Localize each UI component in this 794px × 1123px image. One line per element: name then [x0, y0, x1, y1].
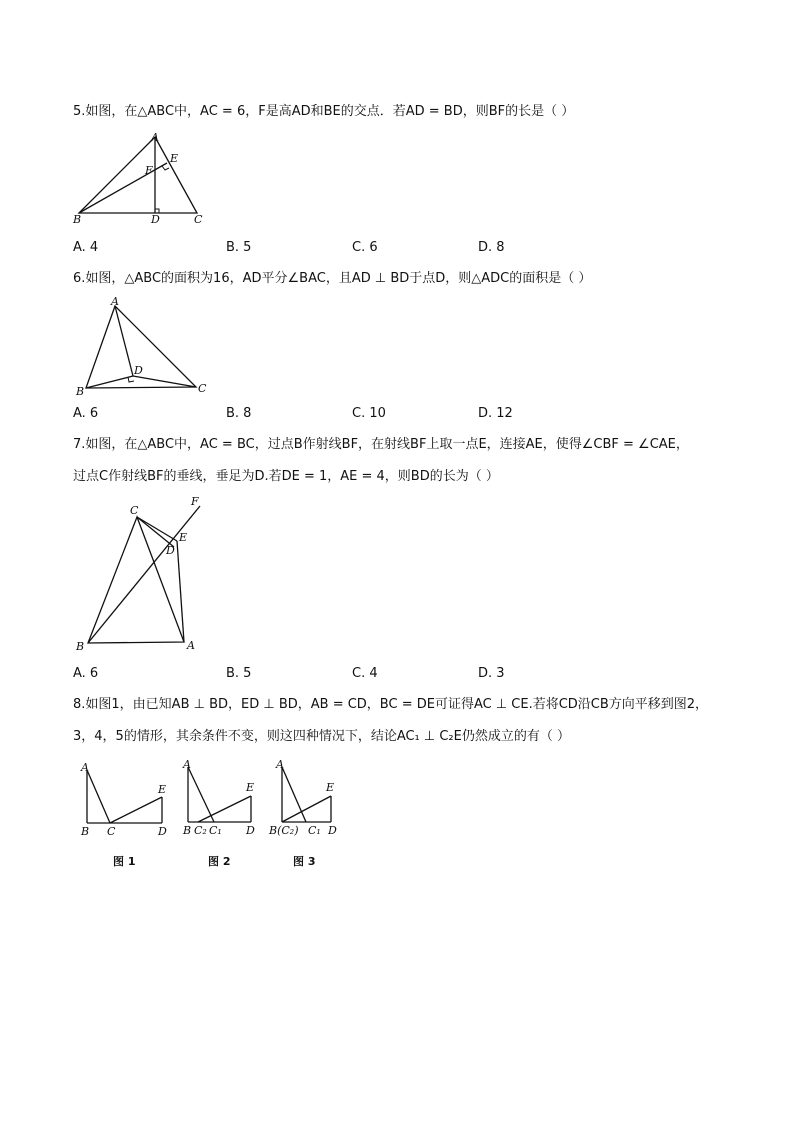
q5-triangle-figure [70, 130, 220, 230]
q7-option-b[interactable]: B. 5 [226, 666, 252, 681]
q6-option-b[interactable]: B. 8 [226, 406, 252, 421]
q7-triangle-figure [70, 492, 215, 657]
q8-fig2-label-e: E [246, 781, 255, 794]
q5-option-d[interactable]: D. 8 [478, 240, 505, 255]
q6-segment-bd [86, 376, 133, 388]
q7-option-a[interactable]: A. 6 [73, 666, 99, 681]
q8-figure-1 [78, 760, 173, 840]
q8-fig3-label-a: A [276, 758, 284, 771]
q6-label-c: C [198, 382, 207, 395]
question-7-text-line2: 过点C作射线BF的垂线，垂足为D.若DE = 1，AE = 4，则BD的长为（ ） [73, 469, 499, 484]
q8-fig1-label-a: A [81, 761, 89, 774]
q5-option-b[interactable]: B. 5 [226, 240, 252, 255]
q6-right-angle-d [128, 377, 134, 382]
q5-altitude-be [79, 163, 167, 213]
q8-fig1-label-c: C [107, 825, 116, 838]
q6-option-d[interactable]: D. 12 [478, 406, 513, 421]
q7-label-d: D [166, 544, 175, 557]
question-8-text-line2: 3，4，5的情形，其余条件不变，则这四种情况下，结论AC₁ ⊥ C₂E仍然成立的有（ ） [73, 729, 570, 744]
q8-fig3-label-d: D [328, 824, 337, 837]
q5-option-c[interactable]: C. 6 [352, 240, 378, 255]
q7-label-a: A [187, 639, 195, 652]
q8-fig2-label-c1: C₁ [209, 824, 222, 837]
q8-fig1-caption: 图 1 [113, 855, 136, 868]
q8-fig3-label-e: E [326, 781, 335, 794]
q8-fig3-label-c1: C₁ [308, 824, 321, 837]
q6-triangle-figure [70, 294, 220, 399]
q5-label-b: B [73, 213, 82, 226]
question-6-text: 6.如图，△ABC的面积为16，AD平分∠BAC，且AD ⊥ BD于点D，则△ADC的面积是（ ） [73, 271, 592, 286]
q5-right-angle-e [162, 166, 169, 170]
q5-label-d: D [151, 213, 160, 226]
q6-segment-ad [115, 306, 133, 376]
q8-fig2-caption: 图 2 [208, 855, 231, 868]
q5-option-a[interactable]: A. 4 [73, 240, 99, 255]
q6-label-a: A [111, 295, 119, 308]
q5-label-a: A [151, 131, 159, 144]
q6-option-c[interactable]: C. 10 [352, 406, 386, 421]
q8-fig2-label-a: A [183, 758, 191, 771]
q7-label-c: C [130, 504, 139, 517]
q6-option-a[interactable]: A. 6 [73, 406, 99, 421]
q8-fig2-label-b: B [183, 824, 192, 837]
q5-triangle-abc [79, 137, 197, 213]
q8-fig2-label-c2: C₂ [194, 824, 207, 837]
q8-fig1-label-d: D [158, 825, 167, 838]
q8-fig1-label-b: B [81, 825, 90, 838]
q8-fig2-label-d: D [246, 824, 255, 837]
q7-label-f: F [191, 495, 199, 508]
q8-figure-2 [178, 756, 263, 840]
q8-fig3-caption: 图 3 [293, 855, 316, 868]
q8-figure-3 [268, 756, 358, 840]
q5-label-e: E [170, 152, 179, 165]
question-8-text-line1: 8.如图1，由已知AB ⊥ BD，ED ⊥ BD，AB = CD，BC = DE可证得AC ⊥ CE.若将CD沿CB方向平移到图2， [73, 697, 709, 712]
q7-segment-ce [137, 517, 177, 541]
question-7-text-line1: 7.如图，在△ABC中，AC = BC，过点B作射线BF，在射线BF上取一点E，连接AE，使得∠CBF = ∠CAE， [73, 437, 689, 452]
q8-fig3-label-b-c2: B(C₂) [269, 824, 299, 837]
q7-label-e: E [179, 531, 188, 544]
q7-option-d[interactable]: D. 3 [478, 666, 505, 681]
q7-label-b: B [76, 640, 85, 653]
q8-fig1-label-e: E [158, 783, 167, 796]
question-5-text: 5.如图，在△ABC中，AC = 6，F是高AD和BE的交点．若AD = BD，则BF的长是（ ） [73, 104, 575, 119]
q7-option-c[interactable]: C. 4 [352, 666, 378, 681]
q6-label-d: D [134, 364, 143, 377]
q5-label-f: F [145, 164, 153, 177]
q6-label-b: B [76, 385, 85, 398]
q5-label-c: C [194, 213, 203, 226]
